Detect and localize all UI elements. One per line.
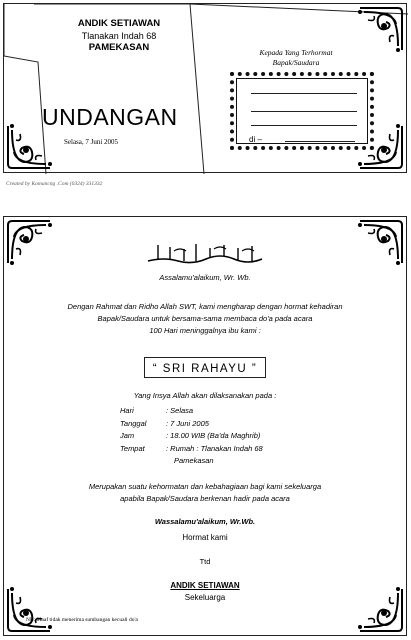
envelope-card [3, 3, 407, 173]
signer-name: ANDIK SETIAWAN [170, 581, 240, 590]
intro-text [34, 301, 376, 337]
detail-value: : Selasa [166, 406, 194, 415]
envelope-date: Selasa, 7 Juni 2005 [64, 138, 119, 146]
family-text: Sekeluarga [184, 593, 226, 602]
detail-label: Jam [120, 431, 135, 440]
greeting: Assalamu'alaikum, Wr. Wb. [159, 273, 251, 282]
envelope-title: UNDANGAN [42, 104, 178, 130]
invitation-card [3, 216, 407, 636]
intro-line: 100 Hari meninggalnya ibu kami : [149, 326, 261, 335]
event-intro: Yang Insya Allah akan dilaksanakan pada : [133, 391, 277, 400]
sender-address: Tlanakan Indah 68 [81, 31, 157, 41]
sender-name: ANDIK SETIAWAN [77, 18, 161, 29]
intro-line: Dengan Rahmat dan Ridho Allah SWT, kami mengharap dengan hormat kehadiran [67, 302, 343, 311]
address-line [251, 125, 357, 126]
intro-line: Bapak/Saudara untuk bersama-sama membaca do'a pada acara [97, 314, 313, 323]
closing-line: apabila Bapak/Saudara berkenan hadir pada acara [120, 494, 290, 503]
recipient-line: Bapak/Saudara [272, 58, 320, 67]
detail-label: Tanggal [120, 418, 147, 428]
address-line [285, 141, 355, 142]
closing-text [38, 481, 372, 505]
credit-text: Created by Komancng .Com (0324) 331332 [6, 181, 103, 187]
farewell-greeting: Wassalamu'alaikum, Wr.Wb. [154, 517, 256, 526]
sender-block [60, 18, 178, 54]
sender-city: PAMEKASAN [88, 42, 150, 53]
ornament-corner-icon [358, 6, 404, 52]
recipient-line: Kepada Yang Terhormat [259, 48, 333, 57]
regards-text: Hormat kami [182, 533, 228, 542]
address-line [251, 111, 357, 112]
detail-label: Tempat [120, 443, 145, 453]
footnote: NB: Maaf tidak menerima sumbangan kecuali do'a [26, 617, 138, 623]
detail-label: Hari [120, 406, 134, 415]
signature-mark: Ttd [199, 557, 211, 566]
closing-line: Merupakan suatu kehormatan dan kebahagiaan bagi kami sekeluarga [88, 482, 322, 491]
address-line [251, 93, 357, 94]
address-box [230, 72, 374, 150]
detail-value: : 18.00 WIB (Ba'da Maghrib) [166, 431, 261, 440]
di-label: di – [249, 135, 262, 144]
recipient-heading [226, 48, 366, 68]
detail-value: : Rumah : Tlanakan Indah 68 [166, 443, 263, 453]
bismillah-calligraphy-icon [144, 239, 266, 267]
detail-value: Pamekasan [174, 456, 214, 465]
deceased-name: “ SRI RAHAYU ” [152, 363, 258, 375]
detail-value: : 7 Juni 2005 [166, 418, 209, 428]
